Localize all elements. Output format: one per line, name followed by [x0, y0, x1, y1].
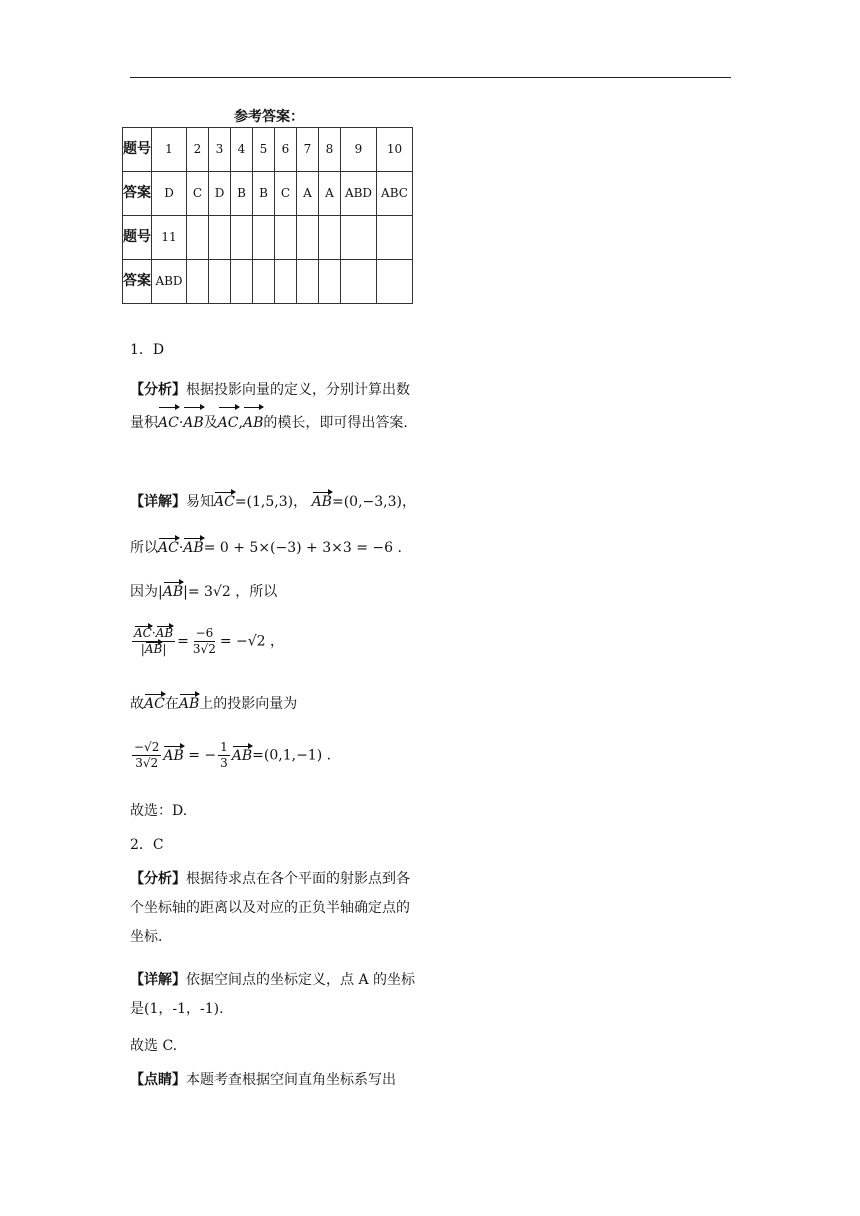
q1-proj-intro: 故 — [130, 696, 144, 712]
table-row — [123, 128, 413, 172]
q1-because: 因为|AB|= 3√2 ，所以 — [130, 584, 278, 600]
q2-note — [130, 1070, 396, 1090]
table-cell — [209, 216, 231, 260]
q2-detail-text: 依据空间点的坐标定义，点 A 的坐标是(1，-1，-1). — [130, 972, 416, 1017]
q1-detail-text: 易知 — [186, 494, 214, 510]
table-cell: 10 — [377, 128, 413, 172]
q1-ratio-value: = −√2 ， — [219, 633, 285, 650]
table-cell — [275, 216, 297, 260]
q1-detail: 【详解】易知AC=(1,5,3)， AB=(0,−3,3)， — [130, 494, 416, 510]
table-cell: 8 — [319, 128, 341, 172]
q1-choose: 故选：D. — [130, 803, 188, 819]
table-cell: D — [152, 172, 187, 216]
table-cell: C — [275, 172, 297, 216]
q1-because-value: |= 3√2 ，所以 — [183, 584, 278, 600]
q1-analysis-text3: 的模长，即可得出答案. — [263, 415, 408, 431]
table-cell — [209, 260, 231, 304]
q1-projection-intro: 故AC在AB上的投影向量为 — [130, 696, 298, 712]
table-cell: 答案 — [123, 172, 152, 216]
q1-proj-result: =(0,1,−1) . — [252, 747, 332, 764]
table-cell: 答案 — [123, 260, 152, 304]
table-cell: 4 — [231, 128, 253, 172]
table-cell: B — [231, 172, 253, 216]
table-cell: ABD — [152, 260, 187, 304]
table-cell: 1 — [152, 128, 187, 172]
table-cell — [187, 260, 209, 304]
table-cell — [341, 260, 377, 304]
q1-proj-mid: 在 — [164, 696, 179, 712]
q1-analysis: 【分析】根据投影向量的定义，分别计算出数量积AC·AB及AC,AB的模长，即可得出答案. — [130, 374, 420, 440]
q1-analysis-text2: 及 — [203, 415, 218, 431]
q1-dot-label: 所以 — [130, 540, 158, 556]
analysis-tag: 【分析】 — [130, 871, 186, 887]
table-row — [123, 172, 413, 216]
table-cell: ABD — [341, 172, 377, 216]
table-cell — [231, 260, 253, 304]
table-cell: 2 — [187, 128, 209, 172]
table-cell: 7 — [297, 128, 319, 172]
table-cell — [297, 216, 319, 260]
table-cell — [297, 260, 319, 304]
table-cell: ABC — [377, 172, 413, 216]
table-cell — [341, 216, 377, 260]
note-tag: 【点睛】 — [130, 1072, 186, 1088]
table-cell: 11 — [152, 216, 187, 260]
table-cell: C — [187, 172, 209, 216]
q2-number: 2．C — [130, 837, 164, 853]
q2-detail — [130, 966, 420, 1024]
table-cell: A — [297, 172, 319, 216]
q1-ab-value: =(0,−3,3)， — [331, 494, 416, 510]
q1-ratio: $\frac{AC\cdot AB}{|AB|}$ = $\frac{-6}{3√2}$ = −√2 ， — [134, 626, 285, 656]
table-cell: 题号 — [123, 216, 152, 260]
table-cell: D — [209, 172, 231, 216]
q1-projection-result: $\frac{-√2}{3√2}$ AB = − $\frac{1}{3}$ AB=(0,1,−1) . — [134, 740, 332, 770]
analysis-tag: 【分析】 — [130, 382, 186, 398]
header-rule — [130, 77, 731, 78]
q2-note-text: 本题考查根据空间直角坐标系写出 — [186, 1072, 396, 1088]
q2-choose: 故选 C. — [130, 1038, 178, 1054]
table-cell — [275, 260, 297, 304]
table-cell — [231, 216, 253, 260]
answer-table — [122, 127, 413, 304]
q1-analysis-text: 根据投影向量的定义，分别计算出数量积 — [130, 382, 410, 431]
table-cell: 5 — [253, 128, 275, 172]
table-cell — [319, 260, 341, 304]
table-cell: A — [319, 172, 341, 216]
table-cell — [319, 216, 341, 260]
q1-number: 1．D — [130, 342, 165, 358]
detail-tag: 【详解】 — [130, 972, 186, 988]
q1-proj-end: 上的投影向量为 — [199, 696, 298, 712]
q2-analysis — [130, 865, 420, 952]
answers-title: 参考答案： — [234, 109, 304, 125]
q1-ac-value: =(1,5,3)， — [234, 494, 308, 510]
q1-dot-value: = 0 + 5×(−3) + 3×3 = −6 . — [203, 540, 402, 556]
table-cell: 题号 — [123, 128, 152, 172]
table-cell — [253, 260, 275, 304]
q1-because-label: 因为| — [130, 584, 163, 600]
table-cell: 3 — [209, 128, 231, 172]
table-cell: B — [253, 172, 275, 216]
detail-tag: 【详解】 — [130, 494, 186, 510]
q2-analysis-text: 根据待求点在各个平面的射影点到各个坐标轴的距离以及对应的正负半轴确定点的坐标. — [130, 871, 410, 945]
table-cell: 9 — [341, 128, 377, 172]
table-cell — [187, 216, 209, 260]
table-row — [123, 260, 413, 304]
q1-dot-product: 所以AC·AB= 0 + 5×(−3) + 3×3 = −6 . — [130, 540, 402, 556]
table-cell — [253, 216, 275, 260]
table-row — [123, 216, 413, 260]
table-cell — [377, 216, 413, 260]
table-cell: 6 — [275, 128, 297, 172]
table-cell — [377, 260, 413, 304]
